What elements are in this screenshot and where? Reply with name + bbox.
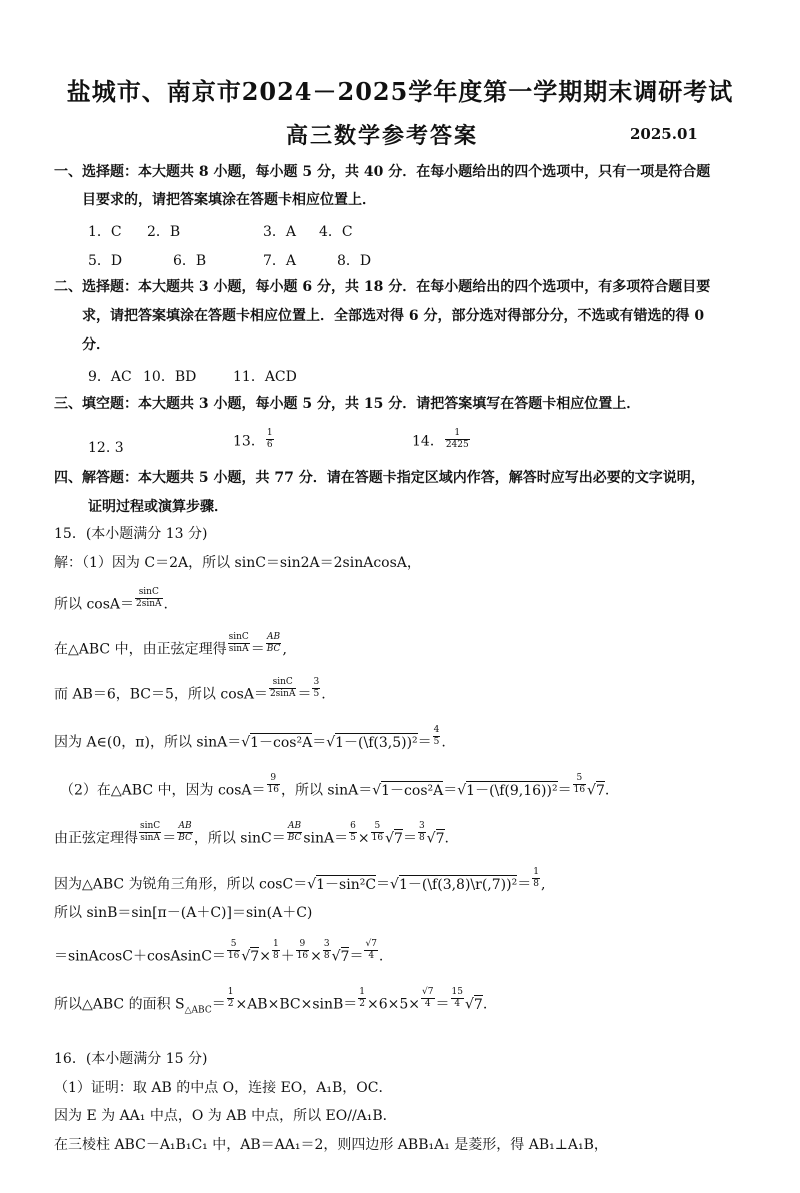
date-label: 2025.01 bbox=[630, 125, 698, 143]
section3-instructions: 三、填空题：本大题共 3 小题，每小题 5 分，共 15 分．请把答案填写在答题卡相应位置上． bbox=[54, 396, 641, 412]
q15-line5: 因为 A∈(0，π)，所以 sinA＝√1－cos²A＝√1－(\f(3,5))²＝ $\frac{4}{5}$ . bbox=[54, 725, 446, 751]
answer-2: 2．B bbox=[147, 224, 181, 240]
answer-8: 8．D bbox=[337, 253, 372, 269]
section4-instructions-line1: 四、解答题：本大题共 5 小题，共 77 分．请在答题卡指定区域内作答，解答时应写出必要的文字说明， bbox=[54, 470, 705, 486]
answer-14: 14． $\frac{1}{2425}$ bbox=[412, 428, 469, 450]
answer-10: 10．BD bbox=[143, 369, 197, 385]
section2-instructions-line3: 分． bbox=[82, 337, 110, 353]
q15-line11: 所以△ABC 的面积 $S_{\triangle ABC}=$ $\frac{1}{2}$ ×AB×BC×sinB＝ $\frac{1}{2}$ ×6×5× $\frac{√7}{4}$ ＝ $\frac{15}{4}$ √7. bbox=[54, 987, 488, 1016]
answer-3: 3．A bbox=[263, 224, 297, 240]
q16-line2: 因为 E 为 AA₁ 中点，O 为 AB 中点，所以 EO//A₁B． bbox=[54, 1108, 397, 1124]
q16-header: 16．(本小题满分 15 分) bbox=[54, 1051, 208, 1067]
answer-5: 5．D bbox=[88, 253, 123, 269]
answer-12: 12. 3 bbox=[88, 440, 124, 456]
section1-instructions-line1: 一、选择题：本大题共 8 小题，每小题 5 分，共 40 分．在每小题给出的四个选项中，只有一项是符合题 bbox=[54, 164, 711, 180]
q15-line1: 解：（1）因为 C＝2A，所以 sinC＝sin2A＝2sinAcosA， bbox=[54, 555, 421, 571]
answer-9: 9．AC bbox=[88, 369, 132, 385]
section1-instructions-line2: 目要求的，请把答案填涂在答题卡相应位置上． bbox=[82, 192, 376, 208]
page-title: 盐城市、南京市2024－2025学年度第一学期期末调研考试 bbox=[66, 77, 734, 106]
page-subtitle: 高三数学参考答案 bbox=[286, 123, 479, 149]
answer-4: 4．C bbox=[319, 224, 353, 240]
q15-header: 15．(本小题满分 13 分) bbox=[54, 526, 208, 542]
answer-6: 6．B bbox=[173, 253, 207, 269]
q15-line3: 在△ABC 中，由正弦定理得 $\frac{\sin C}{\sin A}$ ＝ $\frac{AB}{BC}$ , bbox=[54, 632, 287, 658]
section2-instructions-line1: 二、选择题：本大题共 3 小题，每小题 6 分，共 18 分．在每小题给出的四个选项中，有多项符合题目要 bbox=[54, 279, 711, 295]
answer-13: 13． $\frac{1}{6}$ bbox=[233, 428, 273, 450]
q15-line2: 所以 cosA＝ $\frac{\sin C}{2\sin A}$ . bbox=[54, 587, 168, 613]
q15-line7: 由正弦定理得 $\frac{\sin C}{\sin A}$ ＝ $\frac{AB}{BC}$ ，所以 sinC＝ $\frac{AB}{BC}$ sinA＝ $\frac{6}{5}$ × $\frac{5}{16}$ √7＝ $\frac{3}{8}$ √7. bbox=[54, 821, 449, 847]
q15-line6: （2）在△ABC 中，因为 cosA＝ $\frac{9}{16}$ ，所以 sinA＝√1－cos²A＝√1－(\f(9,16))²＝ $\frac{5}{16}$ √7. bbox=[60, 773, 610, 799]
answer-1: 1．C bbox=[88, 224, 122, 240]
section2-instructions-line2: 求，请把答案填涂在答题卡相应位置上．全部选对得 6 分，部分选对得部分分，不选或有错选的得 0 bbox=[82, 308, 705, 324]
section4-instructions-line2: 证明过程或演算步骤． bbox=[88, 499, 228, 515]
q15-line9: 所以 sinB＝sin[π－(A＋C)]＝sin(A＋C) bbox=[54, 905, 313, 921]
q16-line1: （1）证明：取 AB 的中点 O，连接 EO，A₁B，OC． bbox=[54, 1080, 393, 1096]
answer-7: 7．A bbox=[263, 253, 297, 269]
q15-line10: ＝sinAcosC＋cosAsinC＝ $\frac{5}{16}$ √7× $\frac{1}{8}$ ＋ $\frac{9}{16}$ × $\frac{3}{8}$ √7＝ $\frac{√7}{4}$ . bbox=[54, 939, 384, 965]
q15-line4: 而 AB＝6，BC＝5，所以 cosA＝ $\frac{\sin C}{2\sin A}$ ＝ $\frac{3}{5}$ . bbox=[54, 677, 326, 703]
q16-line3: 在三棱柱 ABC－A₁B₁C₁ 中，AB＝AA₁＝2，则四边形 ABB₁A₁ 是菱形，得 AB₁⊥A₁B， bbox=[54, 1137, 608, 1153]
q15-line8: 因为△ABC 为锐角三角形，所以 cosC＝√1－sin²C＝√1－(\f(3,8)\r(,7))²＝ $\frac{1}{8}$ , bbox=[54, 867, 546, 893]
answer-11: 11．ACD bbox=[233, 369, 297, 385]
